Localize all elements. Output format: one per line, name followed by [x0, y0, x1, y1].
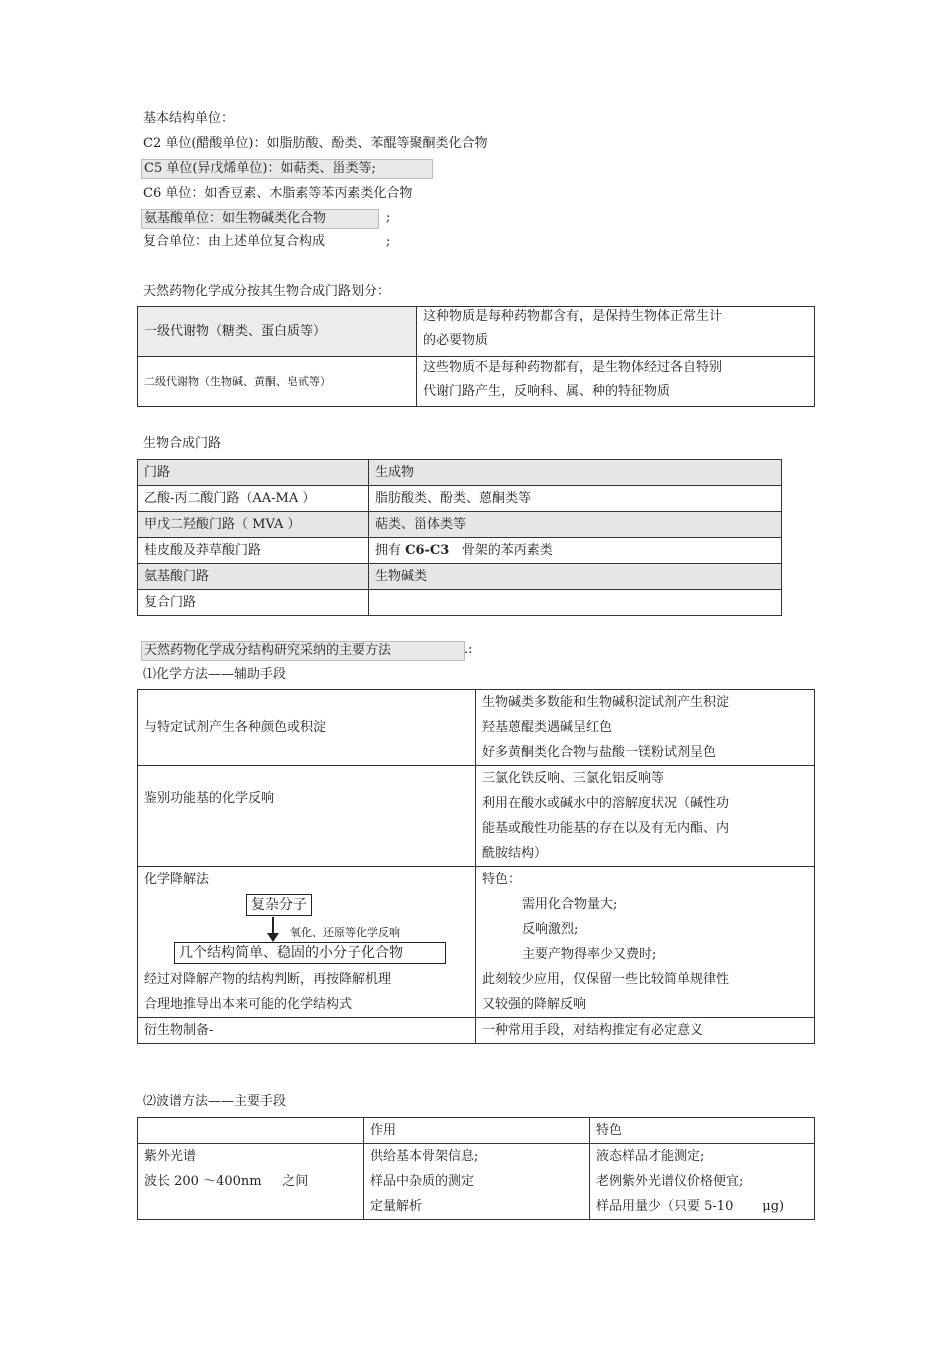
methods-heading-tail: .:: [464, 642, 473, 657]
unit-amino: 氨基酸单位：如生物碱类化合物: [141, 209, 379, 229]
pathway-name: 桂皮酸及莽草酸门路: [138, 538, 369, 564]
small-molecules-box: 几个结构简单、稳固的小分子化合物: [174, 942, 446, 964]
pathway-product-post: 骨架的苯丙素类: [449, 543, 553, 558]
table-row: [138, 538, 782, 564]
chem-methods-table: [137, 689, 815, 1044]
feature-tail: 又较强的降解反响: [482, 997, 587, 1012]
spec-feature: [590, 1144, 815, 1220]
units-heading: 基本结构单位：: [143, 111, 235, 126]
methods-heading: 天然药物化学成分结构研究采纳的主要方法: [141, 641, 465, 661]
methods-heading-wrap: [141, 641, 465, 661]
chem-desc-line: 酰胺结构）: [482, 846, 548, 861]
chem-degradation-features: [476, 867, 815, 1018]
spec-header-row: [138, 1118, 815, 1144]
complex-molecule-box: 复杂分子: [246, 894, 312, 916]
feature-tail: 此刻较少应用，仅保留一些比较简单规律性: [482, 972, 730, 987]
pathways-header-col1: 门路: [138, 460, 369, 486]
spec-effect-line: 供给基本骨架信息;: [370, 1149, 479, 1164]
chem-degradation-line: 合理地推导出本来可能的化学结构式: [144, 997, 353, 1012]
metabolism-desc: [417, 357, 815, 407]
chem-desc-line: 羟基蒽醌类遇碱呈红色: [482, 720, 613, 735]
metabolism-heading: 天然药物化学成分按其生物合成门路划分：: [143, 284, 391, 299]
unit-amino-wrap: [141, 209, 379, 229]
pathway-product: 生物碱类: [369, 564, 782, 590]
table-row: [138, 1144, 815, 1220]
spec-effect-line: 定量解析: [370, 1199, 423, 1214]
pathways-heading: 生物合成门路: [143, 436, 222, 451]
pathways-table: [137, 459, 782, 616]
chem-degradation-cell: [138, 867, 476, 1018]
unit-composite-semicolon: ;: [386, 234, 391, 249]
arrow-label: 氧化、还原等化学反响: [290, 926, 400, 939]
chem-desc-line: 三氯化铁反响、三氯化铝反响等: [482, 771, 665, 786]
spec-feature-line: 液态样品才能测定;: [596, 1149, 705, 1164]
pathways-header-row: [138, 460, 782, 486]
chem-method-desc: 一种常用手段，对结构推定有必定意义: [476, 1018, 815, 1044]
chem-method-name: 与特定试剂产生各种颜色或积淀: [138, 690, 476, 766]
chem-degradation-line: 经过对降解产物的结构判断，再按降解机理: [144, 972, 392, 987]
spec-feature-line: 老例紫外光谱仪价格便宜;: [596, 1174, 744, 1189]
feature-item: 反响激烈;: [522, 922, 579, 937]
unit-c5: C5 单位(异戊烯单位)：如萜类、甾类等;: [141, 159, 433, 179]
chem-desc-line: 生物碱类多数能和生物碱积淀试剂产生积淀: [482, 695, 730, 710]
chem-degradation-title: 化学降解法: [144, 872, 210, 887]
feature-item: 主要产物得率少又费时;: [522, 947, 657, 962]
metabolism-table: [137, 306, 815, 407]
spec-header-col2: 作用: [364, 1118, 590, 1144]
metabolism-desc-line: 的必要物质: [423, 333, 489, 348]
chem-desc-line: 能基或酸性功能基的存在以及有无内酯、内: [482, 821, 730, 836]
chem-method-name: 鉴别功能基的化学反响: [138, 766, 476, 867]
spec-table: [137, 1117, 815, 1220]
unit-amino-semicolon: ;: [386, 210, 391, 225]
chem-method-desc: [476, 766, 815, 867]
pathway-product-bold: C6-C3: [405, 543, 450, 558]
table-row: [138, 766, 815, 867]
feature-item: 需用化合物量大;: [522, 897, 618, 912]
metabolism-desc-line: 这些物质不是每种药物都有，是生物体经过各自特别: [423, 360, 723, 375]
features-title: 特色：: [482, 872, 522, 887]
metabolism-name: 一级代谢物（糖类、蛋白质等）: [138, 307, 417, 357]
metabolism-row: [138, 357, 815, 407]
table-row: [138, 512, 782, 538]
pathway-product: 脂肪酸类、酚类、蒽酮类等: [369, 486, 782, 512]
metabolism-desc: [417, 307, 815, 357]
chem-heading: ⑴化学方法——辅助手段: [143, 667, 287, 682]
pathway-name: 复合门路: [138, 590, 369, 616]
unit-c5-wrap: [141, 159, 433, 179]
unit-c2: C2 单位(醋酸单位)：如脂肪酸、酚类、苯醌等聚酮类化合物: [143, 136, 488, 151]
spec-header-col3: 特色: [590, 1118, 815, 1144]
table-row: [138, 486, 782, 512]
pathways-header-col2: 生成物: [369, 460, 782, 486]
pathway-product: [369, 590, 782, 616]
pathway-product: [369, 538, 782, 564]
metabolism-name: 二级代谢物（生物碱、黄酮、皂甙等）: [138, 357, 417, 407]
table-row: [138, 690, 815, 766]
pathway-product: 萜类、甾体类等: [369, 512, 782, 538]
spec-name-line: 紫外光谱: [144, 1149, 197, 1164]
chem-desc-line: 好多黄酮类化合物与盐酸一镁粉试剂呈色: [482, 745, 717, 760]
spec-effect-line: 样品中杂质的测定: [370, 1174, 475, 1189]
pathway-name: 氨基酸门路: [138, 564, 369, 590]
spec-effect: [364, 1144, 590, 1220]
arrow-down-icon: [267, 933, 279, 942]
metabolism-desc-line: 代谢门路产生，反响科、属、种的特征物质: [423, 384, 671, 399]
table-row: [138, 564, 782, 590]
degradation-diagram: [144, 892, 469, 967]
spec-header-col1: [138, 1118, 364, 1144]
chem-method-name: 衍生物制备-: [138, 1018, 476, 1044]
table-row: [138, 1018, 815, 1044]
spec-name-line: 波长 200 ～400nm 之间: [144, 1174, 309, 1189]
spec-feature-line: 样品用量少（只要 5-10 μg): [596, 1199, 785, 1214]
pathway-name: 甲戊二羟酸门路（ MVA ）: [138, 512, 369, 538]
unit-c6: C6 单位：如香豆素、木脂素等苯丙素类化合物: [143, 186, 413, 201]
pathway-product-pre: 拥有: [375, 543, 406, 558]
spec-heading: ⑵波谱方法——主要手段: [143, 1094, 287, 1109]
table-row: [138, 590, 782, 616]
pathway-name: 乙酸-丙二酸门路（AA-MA ）: [138, 486, 369, 512]
chem-method-desc: [476, 690, 815, 766]
spec-name: [138, 1144, 364, 1220]
metabolism-row: [138, 307, 815, 357]
chem-desc-line: 利用在酸水或碱水中的溶解度状况（碱性功: [482, 796, 730, 811]
unit-composite: 复合单位：由上述单位复合构成: [143, 234, 326, 249]
metabolism-desc-line: 这种物质是每种药物都含有，是保持生物体正常生计: [423, 309, 723, 324]
table-row: [138, 867, 815, 1018]
